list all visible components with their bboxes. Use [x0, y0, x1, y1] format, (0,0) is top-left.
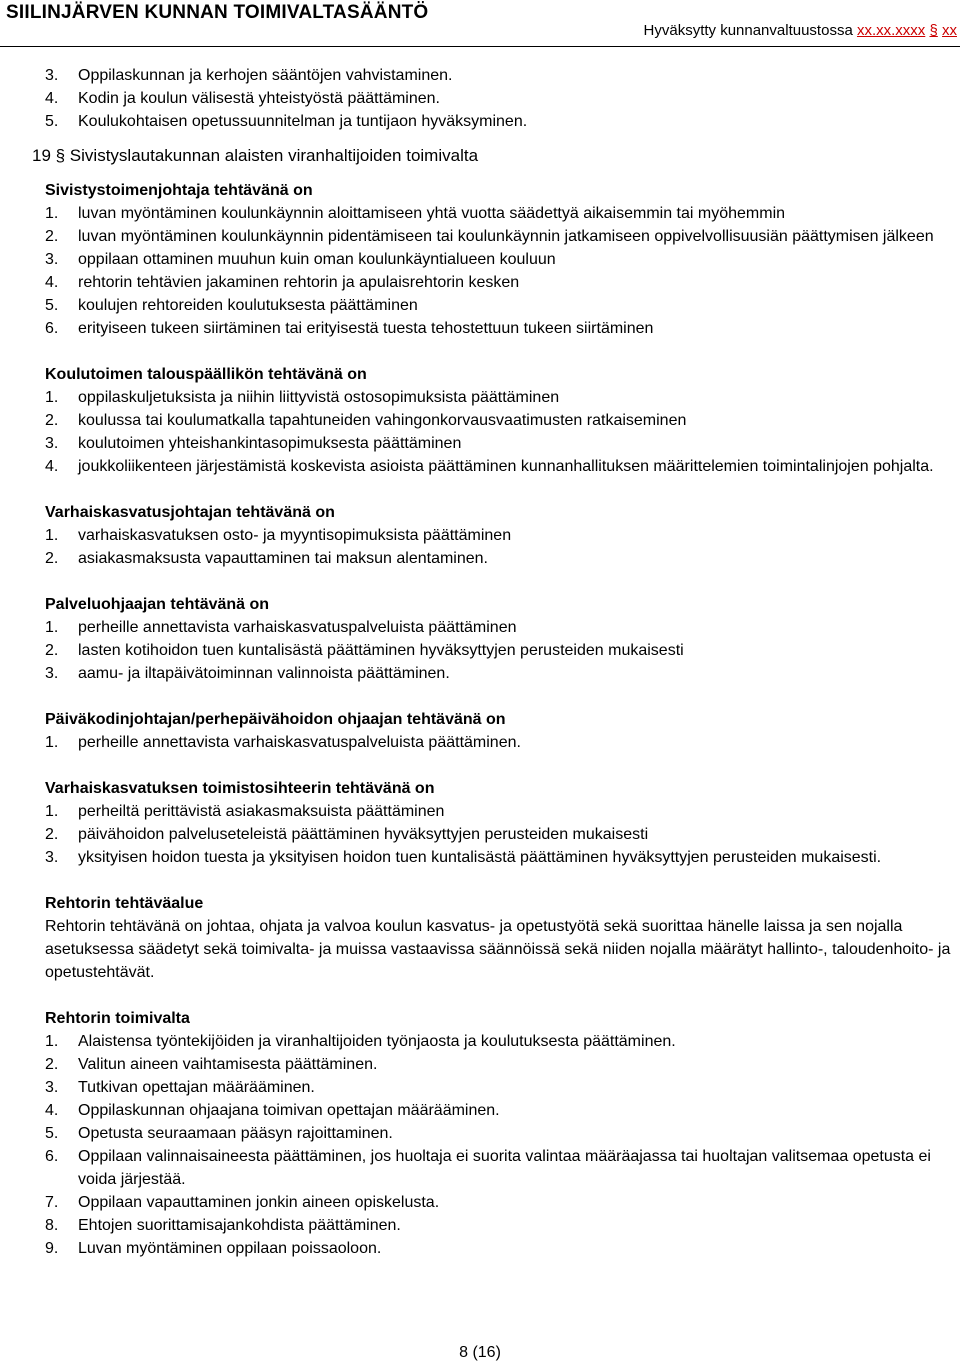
group-heading: Varhaiskasvatuksen toimistosihteerin tehtävänä on [45, 780, 435, 797]
list-number: 3. [45, 1079, 59, 1096]
spacer [45, 685, 957, 708]
list-text: päivähoidon palveluseteleistä päättäminen hyväksyttyjen perusteiden mukaisesti [78, 826, 649, 843]
list-text: joukkoliikenteen järjestämistä koskevista asioista päättäminen kunnanhallituksen määrittelemien toimintalinjojen pohjalta. [78, 458, 934, 475]
list-text: koulussa tai koulumatkalla tapahtuneiden vahingonkorvausvaatimusten ratkaiseminen [78, 412, 687, 429]
toimistosihteeri-list [45, 800, 957, 869]
sivistystoimenjohtaja-list [45, 202, 957, 340]
approval-date: xx.xx.xxxx [856, 22, 926, 39]
list-item [45, 1053, 957, 1076]
list-text: varhaiskasvatuksen osto- ja myyntisopimuksista päättäminen [78, 527, 512, 544]
list-item [45, 1214, 957, 1237]
list-number: 8. [45, 1217, 59, 1234]
list-text: koulutoimen yhteishankintasopimuksesta päättäminen [78, 435, 462, 452]
document-title: SIILINJÄRVEN KUNNAN TOIMIVALTASÄÄNTÖ [6, 2, 429, 23]
list-text: Valitun aineen vaihtamisesta päättäminen. [78, 1056, 378, 1073]
list-number: 2. [45, 1056, 59, 1073]
list-number: 4. [45, 458, 59, 475]
list-number: 4. [45, 1102, 59, 1119]
list-text: Ehtojen suorittamisajankohdista päättäminen. [78, 1217, 401, 1234]
list-item [45, 455, 957, 478]
list-item [45, 386, 957, 409]
list-number: 2. [45, 642, 59, 659]
list-text: perheiltä perittävistä asiakasmaksuista päättäminen [78, 803, 445, 820]
list-text: aamu- ja iltapäivätoiminnan valinnoista päättäminen. [78, 665, 450, 682]
group-heading: Rehtorin tehtäväalue [45, 895, 204, 912]
list-text: yksityisen hoidon tuesta ja yksityisen hoidon tuen kuntalisästä päättäminen hyväksyttyjen perusteiden mukaisesti. [78, 849, 882, 866]
document-body [32, 64, 957, 1260]
list-number: 2. [45, 550, 59, 567]
list-text: perheille annettavista varhaiskasvatuspalveluista päättäminen. [78, 734, 521, 751]
list-number: 4. [45, 90, 59, 107]
list-text: erityiseen tukeen siirtäminen tai erityisestä tuesta tehostettuun tukeen siirtäminen [78, 320, 654, 337]
list-item [45, 1237, 957, 1260]
list-text: luvan myöntäminen koulunkäynnin aloittamiseen yhtä vuotta säädettyä aikaisemmin tai myöhemmin [78, 205, 786, 222]
list-item [45, 639, 957, 662]
list-item [45, 1099, 957, 1122]
list-text: Tutkivan opettajan määrääminen. [78, 1079, 315, 1096]
list-number: 3. [45, 251, 59, 268]
list-number: 5. [45, 297, 59, 314]
list-number: 3. [45, 435, 59, 452]
group-heading: Koulutoimen talouspäällikön tehtävänä on [45, 366, 367, 383]
palveluohjaaja-list [45, 616, 957, 685]
list-item [45, 547, 957, 570]
list-number: 5. [45, 1125, 59, 1142]
list-number: 1. [45, 205, 59, 222]
list-item [45, 846, 957, 869]
list-item [45, 616, 957, 639]
list-number: 1. [45, 527, 59, 544]
list-number: 4. [45, 274, 59, 291]
list-number: 9. [45, 1240, 59, 1257]
list-number: 1. [45, 1033, 59, 1050]
group-heading: Palveluohjaajan tehtävänä on [45, 596, 270, 613]
list-number: 1. [45, 619, 59, 636]
list-number: 1. [45, 803, 59, 820]
list-text: luvan myöntäminen koulunkäynnin pidentämiseen tai koulunkäynnin jatkamiseen oppivelvollisuusiän päättymisen jälkeen [78, 228, 934, 245]
spacer [45, 754, 957, 777]
list-number: 6. [45, 1148, 59, 1165]
list-text: oppilaan ottaminen muuhun kuin oman koulunkäyntialueen kouluun [78, 251, 556, 268]
list-number: 3. [45, 67, 59, 84]
list-item [45, 225, 957, 248]
list-item [45, 317, 957, 340]
list-item [45, 662, 957, 685]
list-text: asiakasmaksusta vapauttaminen tai maksun alentaminen. [78, 550, 488, 567]
list-item [45, 1122, 957, 1145]
list-number: 5. [45, 113, 59, 130]
group-heading: Varhaiskasvatusjohtajan tehtävänä on [45, 504, 335, 521]
list-number: 3. [45, 665, 59, 682]
list-item [45, 800, 957, 823]
list-number: 1. [45, 734, 59, 751]
top-list [45, 64, 957, 133]
list-item [45, 271, 957, 294]
list-text: Alaistensa työntekijöiden ja viranhaltijoiden työnjaosta ja koulutuksesta päättäminen. [78, 1033, 676, 1050]
varhaiskasvatusjohtaja-list [45, 524, 957, 570]
list-item [45, 64, 957, 87]
list-item [45, 432, 957, 455]
group-heading: Rehtorin toimivalta [45, 1010, 190, 1027]
list-text: koulujen rehtoreiden koulutuksesta päättäminen [78, 297, 418, 314]
rehtori-paragraph: Rehtorin tehtävänä on johtaa, ohjata ja valvoa koulun kasvatus- ja opetustyötä sekä suorittaa hänelle laissa ja sen nojalla asetuksessa säädetyt sekä toimivalta- ja muissa vastaavissa säännöissä sekä niiden nojalla määrätyt hallinto-, taloudenhoito- ja opetustehtävät. [45, 918, 951, 981]
header-divider [0, 46, 960, 47]
list-text: Opetusta seuraamaan pääsyn rajoittaminen. [78, 1125, 393, 1142]
list-text: Oppilaskunnan ohjaajana toimivan opettajan määrääminen. [78, 1102, 500, 1119]
list-text: Koulukohtaisen opetussuunnitelman ja tuntijaon hyväksyminen. [78, 113, 528, 130]
list-item [45, 1030, 957, 1053]
spacer [45, 869, 957, 892]
page-number: 8 (16) [459, 1344, 501, 1361]
list-text: Oppilaskunnan ja kerhojen sääntöjen vahvistaminen. [78, 67, 453, 84]
group-heading: Päiväkodinjohtajan/perhepäivähoidon ohjaajan tehtävänä on [45, 711, 506, 728]
group-heading: Sivistystoimenjohtaja tehtävänä on [45, 182, 313, 199]
paivakodinjohtaja-list [45, 731, 957, 754]
list-number: 3. [45, 849, 59, 866]
list-number: 7. [45, 1194, 59, 1211]
section-number: xx [942, 22, 957, 39]
list-number: 2. [45, 412, 59, 429]
list-number: 2. [45, 826, 59, 843]
approval-note [644, 22, 957, 39]
list-item [45, 294, 957, 317]
list-item [45, 823, 957, 846]
list-number: 6. [45, 320, 59, 337]
list-item [45, 524, 957, 547]
list-item [45, 1076, 957, 1099]
list-item [45, 110, 957, 133]
list-item [45, 87, 957, 110]
list-item [45, 202, 957, 225]
list-text: Oppilaan vapauttaminen jonkin aineen opiskelusta. [78, 1194, 440, 1211]
list-text: Luvan myöntäminen oppilaan poissaoloon. [78, 1240, 382, 1257]
list-text: Oppilaan valinnaisaineesta päättäminen, jos huoltaja ei suorita valintaa määräajassa tai huoltajan valitsemaa opetusta ei voida järjestää. [78, 1148, 931, 1188]
list-text: rehtorin tehtävien jakaminen rehtorin ja apulaisrehtorin kesken [78, 274, 520, 291]
spacer [45, 478, 957, 501]
section-sign: § [929, 22, 938, 39]
list-item [45, 1145, 957, 1191]
spacer [45, 340, 957, 363]
list-text: lasten kotihoidon tuen kuntalisästä päättäminen hyväksyttyjen perusteiden mukaisesti [78, 642, 684, 659]
spacer [45, 570, 957, 593]
list-text: oppilaskuljetuksista ja niihin liittyvistä ostosopimuksista päättäminen [78, 389, 560, 406]
list-number: 2. [45, 228, 59, 245]
list-item [45, 248, 957, 271]
section-title: 19 § Sivistyslautakunnan alaisten viranhaltijoiden toimivalta [32, 146, 479, 165]
approval-prefix: Hyväksytty kunnanvaltuustossa [643, 22, 853, 39]
talouspaallikko-list [45, 386, 957, 478]
list-item [45, 409, 957, 432]
list-text: Kodin ja koulun välisestä yhteistyöstä päättäminen. [78, 90, 440, 107]
list-number: 1. [45, 389, 59, 406]
list-text: perheille annettavista varhaiskasvatuspalveluista päättäminen [78, 619, 517, 636]
spacer [45, 984, 957, 1007]
list-item [45, 731, 957, 754]
list-item [45, 1191, 957, 1214]
page-header [0, 0, 960, 50]
rehtori-toimivalta-list [45, 1030, 957, 1260]
